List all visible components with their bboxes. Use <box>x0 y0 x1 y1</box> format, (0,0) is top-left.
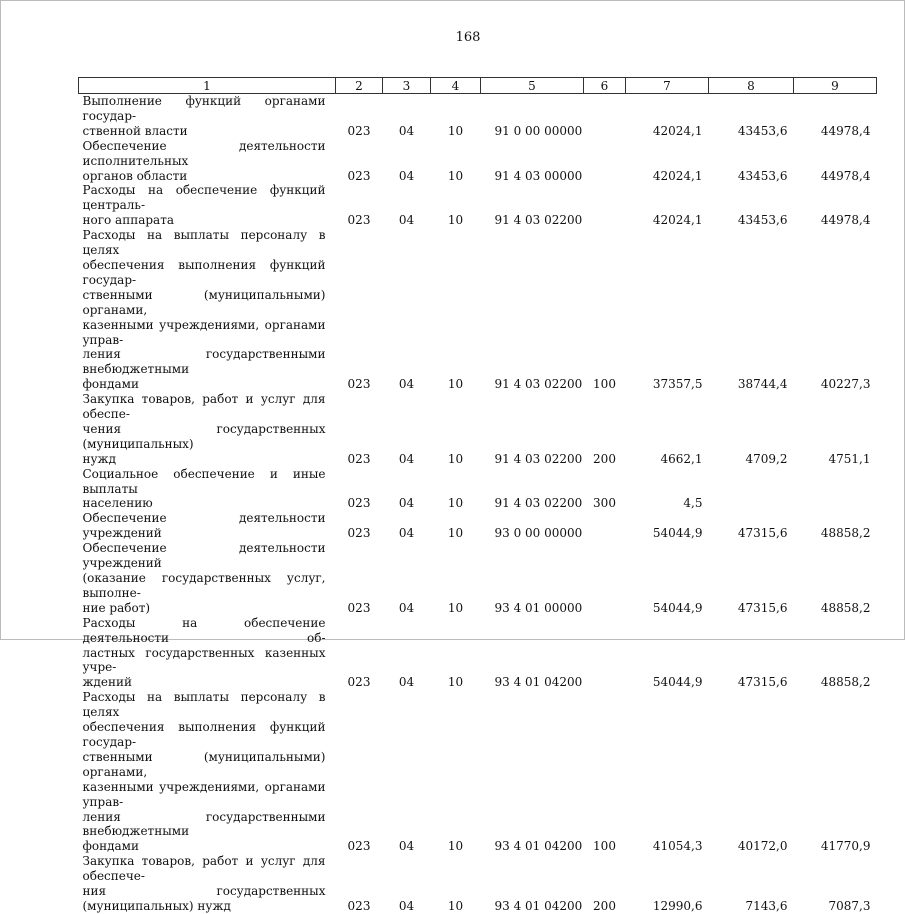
row-description <box>79 541 336 616</box>
column-header-7: 7 <box>626 78 709 94</box>
description-line: ного аппарата <box>82 213 174 228</box>
column-header-1: 1 <box>79 78 336 94</box>
section: 04 <box>398 839 415 854</box>
table-row <box>79 392 877 467</box>
ministry-code: 023 <box>347 839 371 854</box>
target-article: 93 4 01 00000 <box>494 600 583 615</box>
amount-col9: 48858,2 <box>820 600 871 615</box>
description-line: Расходы на обеспечение деятельности об- <box>82 615 326 645</box>
subsection: 10 <box>447 526 464 541</box>
amount-col8: 38744,4 <box>737 377 788 392</box>
amount-col7: 42024,1 <box>652 168 703 183</box>
expense-type <box>584 183 626 228</box>
target-article: 93 4 01 04200 <box>494 839 583 854</box>
description-line: Обеспечение деятельности исполнительных <box>82 138 326 168</box>
ministry-code: 023 <box>347 496 371 511</box>
row-description <box>79 392 336 467</box>
table-row <box>79 467 877 512</box>
table-row <box>79 511 877 541</box>
description-line: Социальное обеспечение и иные выплаты <box>82 466 326 496</box>
target-article: 91 4 03 02200 <box>494 496 583 511</box>
ministry-code: 023 <box>347 123 371 138</box>
description-line: Обеспечение деятельности учреждений <box>82 511 326 541</box>
subsection: 10 <box>447 123 464 138</box>
table-row <box>79 690 877 854</box>
column-header-8: 8 <box>709 78 794 94</box>
subsection: 10 <box>447 213 464 228</box>
amount-col8: 43453,6 <box>737 168 788 183</box>
amount-col9: 7087,3 <box>828 898 871 913</box>
description-line: Обеспечение деятельности учреждений <box>82 541 326 571</box>
amount-col9: 44978,4 <box>820 123 871 138</box>
column-header-3: 3 <box>383 78 431 94</box>
amount-col7: 4662,1 <box>660 451 703 466</box>
table-row <box>79 854 877 914</box>
amount-col7: 4,5 <box>683 496 703 511</box>
amount-col8: 40172,0 <box>737 839 788 854</box>
amount-col9: 40227,3 <box>820 377 871 392</box>
description-line: Расходы на обеспечение функций централь- <box>82 183 326 213</box>
subsection: 10 <box>447 839 464 854</box>
expense-type <box>584 541 626 616</box>
description-line: органов области <box>82 168 188 183</box>
expense-type: 200 <box>593 898 616 913</box>
table-header-row <box>79 78 877 94</box>
amount-col9: 4751,1 <box>828 451 871 466</box>
description-line: ластных государственных казенных учре- <box>82 645 326 675</box>
ministry-code: 023 <box>347 213 371 228</box>
row-description <box>79 690 336 854</box>
section: 04 <box>398 898 415 913</box>
amount-col7: 54044,9 <box>652 600 703 615</box>
subsection: 10 <box>447 377 464 392</box>
budget-table <box>78 77 877 914</box>
amount-col8: 43453,6 <box>737 123 788 138</box>
column-header-6: 6 <box>584 78 626 94</box>
expense-type <box>584 94 626 139</box>
expense-type: 300 <box>593 496 616 511</box>
column-header-9: 9 <box>794 78 877 94</box>
expense-type <box>584 511 626 541</box>
section: 04 <box>398 123 415 138</box>
description-line: населению <box>82 496 153 511</box>
subsection: 10 <box>447 451 464 466</box>
description-line: обеспечения выполнения функций государ- <box>82 257 326 287</box>
row-description <box>79 228 336 392</box>
target-article: 91 4 03 02200 <box>494 451 583 466</box>
table-row <box>79 139 877 184</box>
amount-col8: 47315,6 <box>737 526 788 541</box>
section: 04 <box>398 168 415 183</box>
amount-col9 <box>794 467 877 512</box>
ministry-code: 023 <box>347 168 371 183</box>
target-article: 93 0 00 00000 <box>494 526 583 541</box>
ministry-code: 023 <box>347 451 371 466</box>
target-article: 91 4 03 02200 <box>494 377 583 392</box>
description-line: фондами <box>82 839 139 854</box>
description-line: казенными учреждениями, органами управ- <box>82 779 326 809</box>
amount-col7: 12990,6 <box>652 898 703 913</box>
section: 04 <box>398 600 415 615</box>
description-line: чения государственных (муниципальных) <box>82 421 326 451</box>
table-row <box>79 228 877 392</box>
row-description <box>79 616 336 691</box>
row-description <box>79 854 336 914</box>
amount-col7: 42024,1 <box>652 213 703 228</box>
column-header-4: 4 <box>431 78 481 94</box>
section: 04 <box>398 526 415 541</box>
table-row <box>79 94 877 139</box>
amount-col8: 7143,6 <box>745 898 788 913</box>
description-line: ственными (муниципальными) органами, <box>82 287 326 317</box>
subsection: 10 <box>447 675 464 690</box>
amount-col9: 44978,4 <box>820 213 871 228</box>
column-header-5: 5 <box>481 78 584 94</box>
description-line: казенными учреждениями, органами управ- <box>82 317 326 347</box>
target-article: 91 4 03 02200 <box>494 213 583 228</box>
amount-col7: 42024,1 <box>652 123 703 138</box>
amount-col8: 4709,2 <box>745 451 788 466</box>
target-article: 91 4 03 00000 <box>494 168 583 183</box>
table-row <box>79 183 877 228</box>
amount-col8: 43453,6 <box>737 213 788 228</box>
description-line: Закупка товаров, работ и услуг для обеспе- <box>82 392 326 422</box>
subsection: 10 <box>447 600 464 615</box>
ministry-code: 023 <box>347 600 371 615</box>
section: 04 <box>398 213 415 228</box>
description-line: Закупка товаров, работ и услуг для обеспече- <box>82 854 326 884</box>
row-description <box>79 139 336 184</box>
amount-col9: 44978,4 <box>820 168 871 183</box>
description-line: ния государственных (муниципальных) нужд <box>82 884 326 913</box>
amount-col7: 54044,9 <box>652 526 703 541</box>
subsection: 10 <box>447 898 464 913</box>
column-header-2: 2 <box>336 78 383 94</box>
description-line: обеспечения выполнения функций государ- <box>82 720 326 749</box>
description-line: ления государственными внебюджетными <box>82 809 326 839</box>
description-line: фондами <box>82 377 139 392</box>
description-line: Расходы на выплаты персоналу в целях <box>82 690 326 720</box>
description-line: ние работ) <box>82 600 151 615</box>
table-row <box>79 541 877 616</box>
section: 04 <box>398 377 415 392</box>
row-description <box>79 94 336 139</box>
subsection: 10 <box>447 496 464 511</box>
expense-type <box>584 139 626 184</box>
amount-col7: 54044,9 <box>652 675 703 690</box>
target-article: 91 0 00 00000 <box>494 123 583 138</box>
ministry-code: 023 <box>347 377 371 392</box>
amount-col8: 47315,6 <box>737 600 788 615</box>
target-article: 93 4 01 04200 <box>494 675 583 690</box>
row-description <box>79 183 336 228</box>
amount-col7: 41054,3 <box>652 839 703 854</box>
page-number: 168 <box>455 30 481 45</box>
amount-col8: 47315,6 <box>737 675 788 690</box>
description-line: Выполнение функций органами государ- <box>82 94 326 123</box>
description-line: ственными (муниципальными) органами, <box>82 749 326 779</box>
target-article: 93 4 01 04200 <box>494 898 583 913</box>
description-line: Расходы на выплаты персоналу в целях <box>82 228 326 258</box>
description-line: ждений <box>82 675 133 690</box>
ministry-code: 023 <box>347 526 371 541</box>
section: 04 <box>398 675 415 690</box>
amount-col9: 48858,2 <box>820 526 871 541</box>
row-description <box>79 467 336 512</box>
expense-type: 100 <box>593 377 616 392</box>
amount-col7: 37357,5 <box>652 377 703 392</box>
description-line: (оказание государственных услуг, выполне- <box>82 571 326 600</box>
section: 04 <box>398 451 415 466</box>
description-line: нужд <box>82 451 116 466</box>
amount-col9: 41770,9 <box>820 839 871 854</box>
row-description <box>79 511 336 541</box>
table-row <box>79 616 877 691</box>
ministry-code: 023 <box>347 898 371 913</box>
section: 04 <box>398 496 415 511</box>
subsection: 10 <box>447 168 464 183</box>
expense-type: 100 <box>593 839 616 854</box>
ministry-code: 023 <box>347 675 371 690</box>
description-line: ственной власти <box>82 123 188 138</box>
amount-col9: 48858,2 <box>820 675 871 690</box>
expense-type <box>584 616 626 691</box>
expense-type: 200 <box>593 451 616 466</box>
amount-col8 <box>709 467 794 512</box>
description-line: ления государственными внебюджетными <box>82 347 326 377</box>
